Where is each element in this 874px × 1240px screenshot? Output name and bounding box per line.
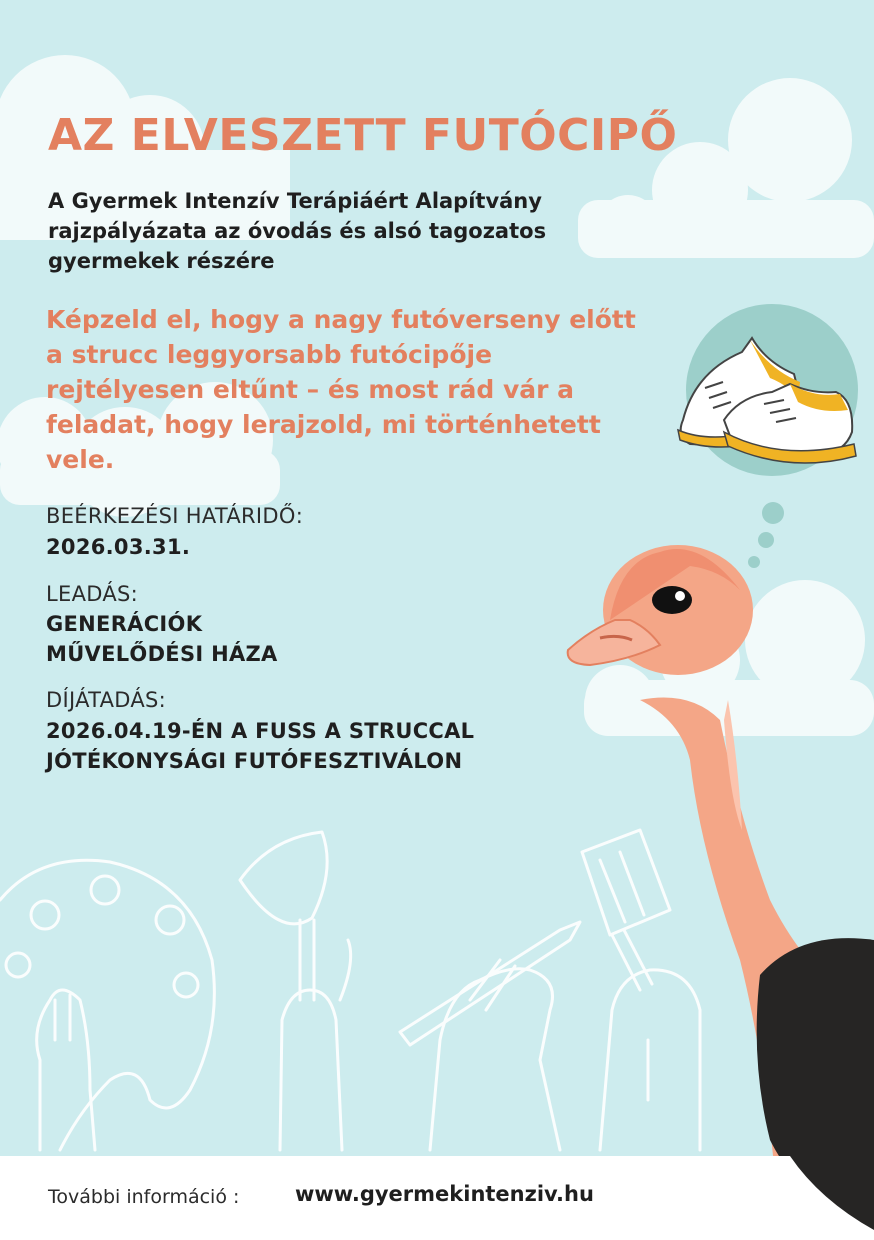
award-label: DÍJÁTADÁS:: [46, 688, 167, 712]
subtitle: A Gyermek Intenzív Terápiáért Alapítvány rajzpályázata az óvodás és alsó tagozatos gyermekek részére: [48, 189, 547, 273]
page-title: AZ ELVESZETT FUTÓCIPŐ: [48, 110, 678, 161]
deadline-label: BEÉRKEZÉSI HATÁRIDŐ:: [46, 504, 304, 528]
lead-text: Képzeld el, hogy a nagy futóverseny előtt a strucc leggyorsabb futócipője rejtélyesen eltűnt – és most rád vár a feladat, hogy lerajzold, mi történhetett vele.: [46, 305, 636, 474]
deadline-value: 2026.03.31.: [46, 535, 191, 559]
submission-value: GENERÁCIÓK MŰVELŐDÉSI HÁZA: [46, 612, 278, 666]
footer-label: További információ :: [48, 1186, 240, 1208]
submission-label: LEADÁS:: [46, 582, 139, 606]
website-link[interactable]: www.gyermekintenziv.hu: [295, 1182, 594, 1206]
award-value: 2026.04.19-ÉN A FUSS A STRUCCAL JÓTÉKONYSÁGI FUTÓFESZTIVÁLON: [46, 719, 475, 773]
raised-hands-art-tools-icon: [0, 830, 700, 1150]
